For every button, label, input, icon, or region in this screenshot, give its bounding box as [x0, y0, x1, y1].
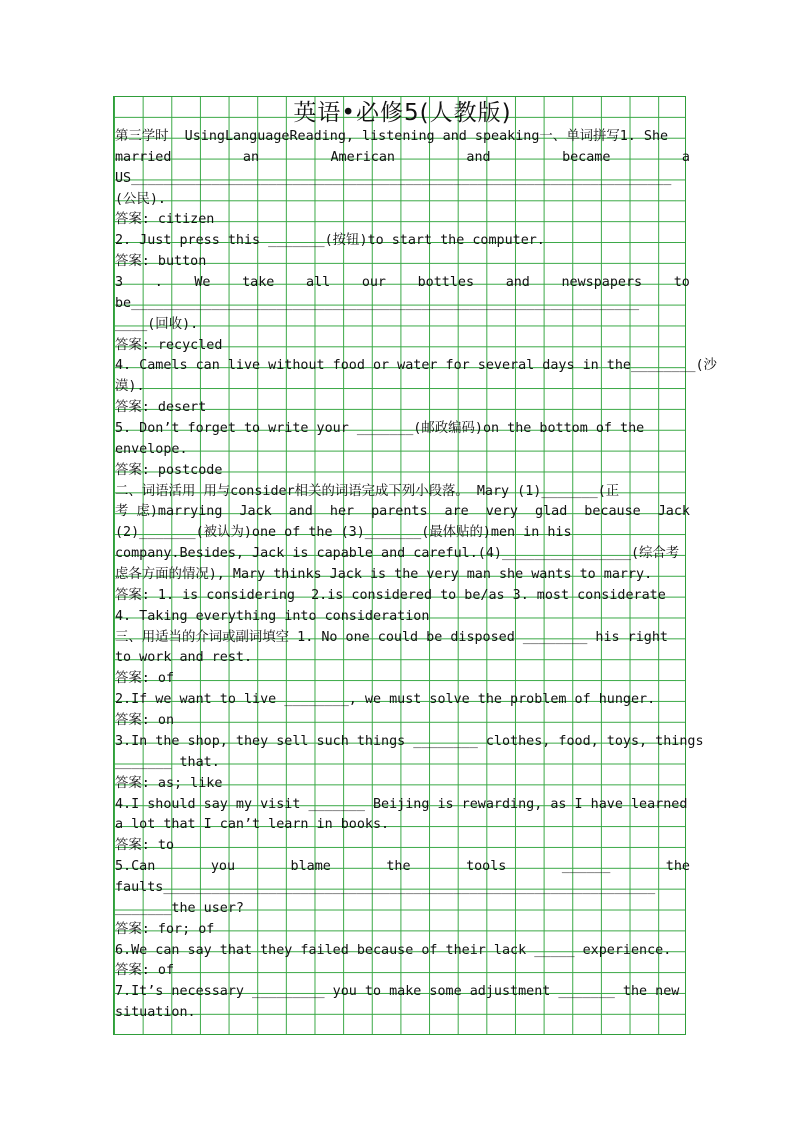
answer-line: 答案: to	[115, 838, 175, 854]
word: ______	[561, 859, 611, 875]
text-line: situation.	[115, 1005, 196, 1021]
word: 3	[115, 275, 124, 291]
word: an	[242, 149, 260, 165]
text-line: 漠).	[115, 379, 145, 395]
word: 5.Can	[115, 859, 156, 875]
word: you	[210, 859, 236, 875]
text-line: 2.If we want to live ________, we must solve the problem of hunger.	[115, 692, 656, 708]
text-line: 三、用适当的介词或副词填空 1. No one could be disposed ________ his right	[115, 629, 668, 645]
justified-text-line	[115, 502, 690, 523]
justified-text-line	[115, 273, 690, 294]
text-line: 2. Just press this _______(按钮)to start the computer.	[115, 233, 545, 249]
word: American	[330, 149, 395, 165]
answer-line: 答案: desert	[115, 400, 207, 416]
word: We	[194, 275, 211, 291]
word: newspapers	[561, 275, 643, 291]
document-body	[115, 97, 717, 1024]
word: a	[681, 149, 690, 165]
word: and	[288, 504, 313, 520]
word: and	[466, 149, 491, 165]
answer-line: 答案: citizen	[115, 212, 215, 228]
word: are	[444, 504, 469, 520]
text-line: 7.It’s necessary _________ you to make some adjustment _______ the new	[115, 984, 680, 1000]
answer-line: 答案: as; like	[115, 775, 223, 791]
text-line: 虑各方面的情况), Mary thinks Jack is the very man she wants to marry.	[115, 567, 653, 583]
answer-line: 答案: of	[115, 963, 175, 979]
word: .	[154, 275, 163, 291]
justified-text-line	[115, 857, 690, 878]
word: married	[115, 149, 172, 165]
word: take	[242, 275, 275, 291]
word: bottles	[417, 275, 475, 291]
word: and	[505, 275, 530, 291]
word: all	[306, 275, 331, 291]
text-line: to work and rest.	[115, 650, 253, 666]
word: Jack	[657, 504, 690, 520]
word: very	[485, 504, 518, 520]
text-line: (公民).	[115, 191, 166, 207]
text-line: 5. Don’t forget to write your _______(邮政编码)on the bottom of the	[115, 421, 645, 437]
word: Jack	[239, 504, 272, 520]
text-line: _______the user?	[115, 900, 244, 916]
word: tools	[466, 859, 507, 875]
text-line: 4.I should say my visit _______ Beijing is rewarding, as I have learned	[115, 796, 688, 812]
text-line: 4. Camels can live without food or water for several days in the________(沙	[115, 358, 717, 374]
text-line: ____(回收).	[115, 316, 199, 332]
word: her	[329, 504, 355, 520]
word: parents	[371, 504, 428, 520]
text-line: company.Besides, Jack is capable and careful.(4)________________(综合考	[115, 546, 680, 562]
text-line: (2)_______(被认为)one of the (3)_______(最体贴的)men in his	[115, 525, 572, 541]
answer-line: 答案: for; of	[115, 921, 215, 937]
answer-line: 答案: 1. is considering 2.is considered to be/as 3. most considerate	[115, 587, 666, 603]
text-line: US___________________________________________________________________	[115, 170, 672, 186]
word: the	[665, 859, 690, 875]
text-line: 6.We can say that they failed because of their lack _____ experience.	[115, 942, 672, 958]
word: because	[584, 504, 641, 520]
page-title: 英语•必修5(人教版)	[293, 100, 512, 126]
text-lines	[115, 127, 717, 1024]
answer-line: 答案: on	[115, 713, 175, 729]
answer-line: 答案: button	[115, 254, 207, 270]
text-line: 第三学时 UsingLanguageReading, listening and speaking一、单词拼写1. She	[115, 129, 669, 144]
word: 考 虑)marrying	[115, 504, 223, 520]
text-line: a lot that I can’t learn in books.	[115, 817, 390, 833]
word: became	[562, 149, 611, 165]
justified-text-line	[115, 148, 690, 169]
text-line: 二、词语活用 用与consider相关的词语完成下列小段落。 Mary (1)_______(正	[115, 483, 620, 499]
answer-line: 答案: postcode	[115, 462, 223, 478]
word: blame	[290, 859, 331, 875]
text-line: be_______________________________________________________________	[115, 295, 640, 311]
answer-line: 答案: of	[115, 671, 175, 687]
text-line: envelope.	[115, 441, 188, 457]
word: glad	[535, 504, 568, 520]
word: the	[386, 859, 411, 875]
word: our	[361, 275, 386, 291]
text-line: 3.In the shop, they sell such things ________ clothes, food, toys, things	[115, 733, 704, 749]
text-line: _______ that.	[115, 754, 220, 770]
text-line: faults_____________________________________________________________	[115, 879, 656, 895]
answer-line: 答案: recycled	[115, 337, 223, 353]
text-line: 4. Taking everything into consideration	[115, 608, 430, 624]
word: to	[673, 275, 690, 291]
